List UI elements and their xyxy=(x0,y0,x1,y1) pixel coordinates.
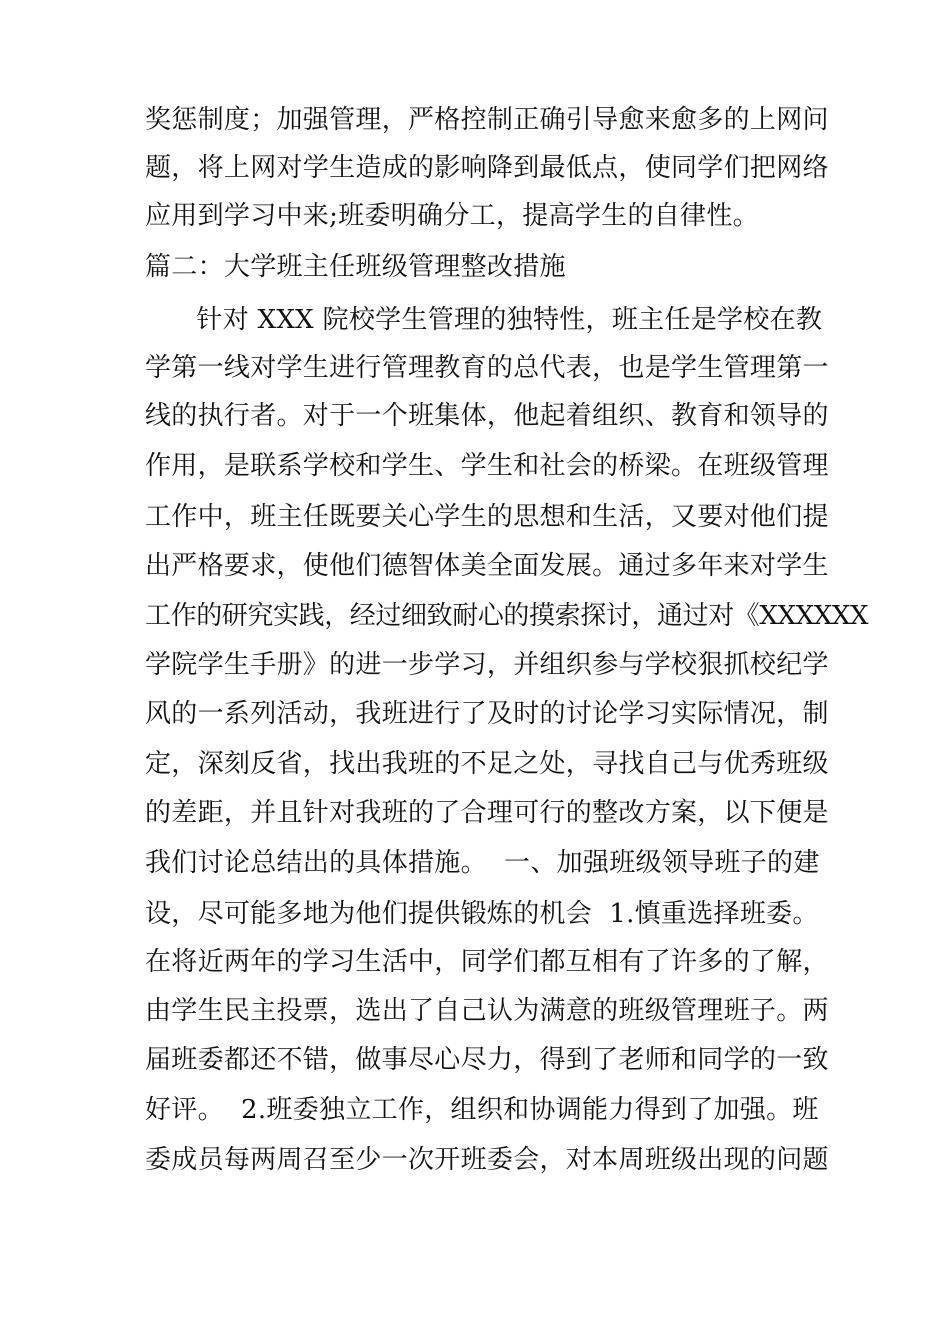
text-line: 出严格要求，使他们德智体美全面发展。通过多年来对学生 xyxy=(145,551,829,581)
text-line: 应用到学习中来;班委明确分工，提高学生的自律性。 xyxy=(145,201,759,231)
text-line: 奖惩制度；加强管理，严格控制正确引导愈来愈多的上网问 xyxy=(145,105,829,135)
text-line: 我们讨论总结出的具体措施。 一、加强班级领导班子的建 xyxy=(145,848,820,878)
text-line: 在将近两年的学习生活中，同学们都互相有了许多的了解， xyxy=(145,947,829,977)
text-line: 风的一系列活动，我班进行了及时的讨论学习实际情况，制 xyxy=(145,699,829,729)
text-line: 好评。 2.班委独立工作，组织和协调能力得到了加强。班 xyxy=(145,1095,819,1125)
text-line: 针对 XXX 院校学生管理的独特性，班主任是学校在教 xyxy=(145,305,823,335)
text-line: 工作中，班主任既要关心学生的思想和生活，又要对他们提 xyxy=(145,502,829,532)
text-line: 定，深刻反省，找出我班的不足之处，寻找自己与优秀班级 xyxy=(145,749,829,779)
text-line: 委成员每两周召至少一次开班委会，对本周班级出现的问题 xyxy=(145,1145,829,1175)
text-line: 的差距，并且针对我班的了合理可行的整改方案，以下便是 xyxy=(145,798,829,828)
text-line: 学第一线对学生进行管理教育的总代表，也是学生管理第一 xyxy=(145,353,829,383)
text-line: 线的执行者。对于一个班集体，他起着组织、教育和领导的 xyxy=(145,401,829,431)
text-line: 由学生民主投票，选出了自己认为满意的班级管理班子。两 xyxy=(145,996,829,1026)
text-line: 设，尽可能多地为他们提供锻炼的机会 1.慎重选择班委。 xyxy=(145,899,819,929)
text-line: 工作的研究实践，经过细致耐心的摸索探讨，通过对《XXXXXX xyxy=(145,601,869,631)
text-line: 题，将上网对学生造成的影响降到最低点，使同学们把网络 xyxy=(145,153,829,183)
text-line: 届班委都还不错，做事尽心尽力，得到了老师和同学的一致 xyxy=(145,1045,829,1075)
text-line: 作用，是联系学校和学生、学生和社会的桥梁。在班级管理 xyxy=(145,451,829,481)
text-line: 学院学生手册》的进一步学习，并组织参与学校狠抓校纪学 xyxy=(145,650,829,680)
section-heading: 篇二：大学班主任班级管理整改措施 xyxy=(145,252,566,282)
